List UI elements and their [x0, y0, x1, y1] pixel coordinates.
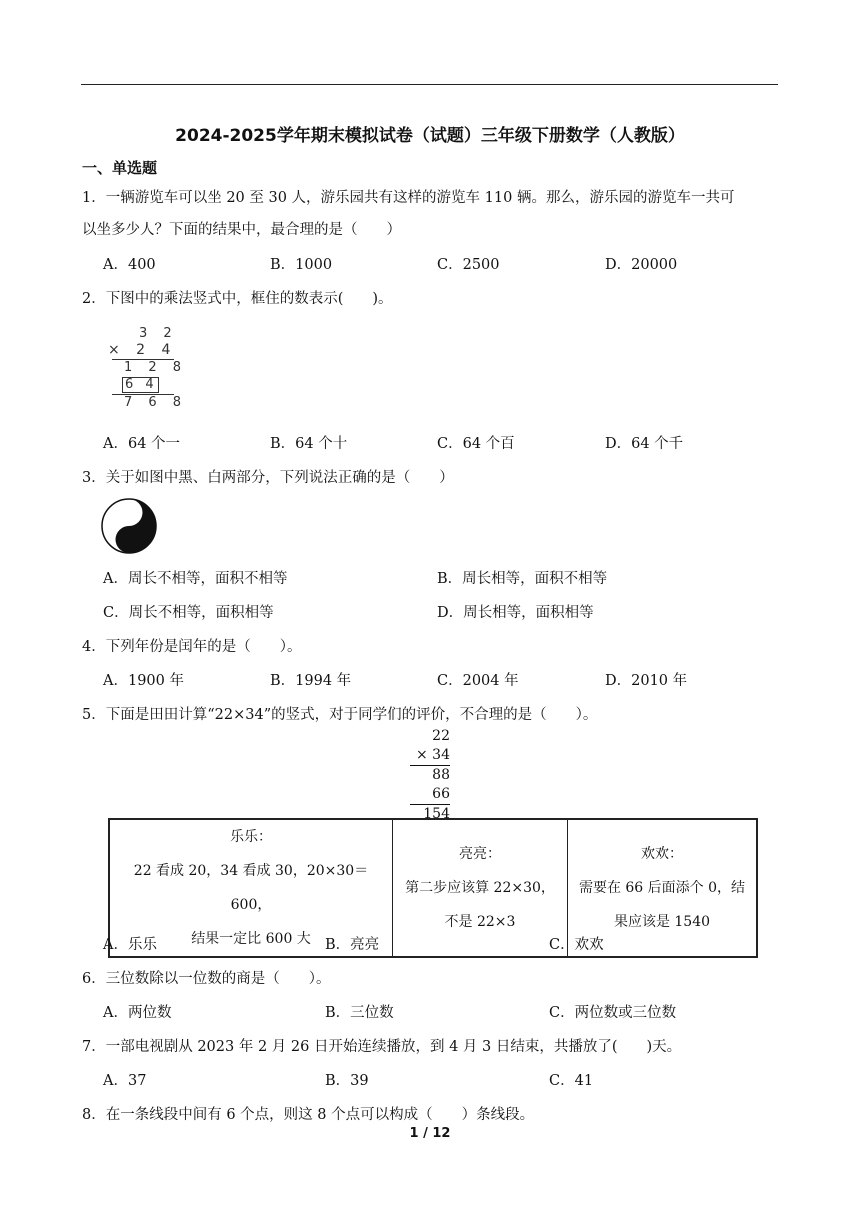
question-7-text: 7．一部电视剧从 2023 年 2 月 26 日开始连续播放，到 4 月 3 日结束，共播放了( )天。 [82, 1039, 682, 1055]
comment-line: 结果一定比 600 大 [191, 931, 311, 947]
q6-option-a[interactable]: A．两位数 [103, 1005, 172, 1021]
calc-row: × 34 [410, 746, 450, 766]
calc-row: 88 [432, 767, 450, 783]
page-title: 2024-2025学年期末模拟试卷（试题）三年级下册数学（人教版） [175, 126, 685, 146]
q4-option-b[interactable]: B．1994 年 [270, 673, 352, 689]
multiplication-figure [108, 326, 188, 412]
q2-option-c[interactable]: C．64 个百 [437, 436, 515, 452]
comment-cell [393, 819, 568, 957]
q5-option-b[interactable]: B．亮亮 [325, 937, 380, 953]
question-6-text: 6．三位数除以一位数的商是（ ）。 [82, 971, 331, 987]
fig-row-4-boxed: 6 4 [122, 377, 159, 393]
q6-option-b[interactable]: B．三位数 [325, 1005, 394, 1021]
q5-option-a[interactable]: A．乐乐 [103, 937, 157, 953]
comment-author: 乐乐： [230, 829, 272, 845]
q2-option-d[interactable]: D．64 个千 [605, 436, 684, 452]
question-1-text: 1．一辆游览车可以坐 20 至 30 人，游乐园共有这样的游览车 110 辆。那么，游乐园的游览车一共可 [82, 190, 735, 206]
comment-line: 不是 22×3 [444, 914, 516, 930]
comment-author: 欢欢： [641, 846, 683, 862]
comment-author: 亮亮： [459, 846, 501, 862]
q7-option-c[interactable]: C．41 [549, 1073, 594, 1089]
question-3-text: 3．关于如图中黑、白两部分，下列说法正确的是（ ） [82, 470, 454, 486]
vertical-calculation [410, 727, 450, 824]
comment-line: 需要在 66 后面添个 0，结 [578, 880, 746, 896]
q3-option-c[interactable]: C．周长不相等，面积相等 [103, 605, 274, 621]
q2-option-b[interactable]: B．64 个十 [270, 436, 348, 452]
q7-option-b[interactable]: B．39 [325, 1073, 369, 1089]
comment-line: 第二步应该算 22×30， [405, 880, 555, 896]
q3-option-d[interactable]: D．周长相等，面积相等 [437, 605, 594, 621]
fig-row-3: 1 2 8 [124, 360, 188, 375]
calc-row: 66 [410, 785, 450, 805]
q5-option-c[interactable]: C．欢欢 [549, 937, 604, 953]
comments-table [108, 818, 758, 958]
q7-option-a[interactable]: A．37 [103, 1073, 147, 1089]
q1-option-b[interactable]: B．1000 [270, 257, 333, 273]
q1-option-a[interactable]: A．400 [103, 257, 156, 273]
q2-option-a[interactable]: A．64 个一 [103, 436, 181, 452]
fig-row-5: 7 6 8 [124, 395, 188, 410]
q3-option-a[interactable]: A．周长不相等，面积不相等 [103, 571, 288, 587]
question-5-text: 5．下面是田田计算“22×34”的竖式，对于同学们的评价，不合理的是（ ）。 [82, 707, 598, 723]
q4-option-a[interactable]: A．1900 年 [103, 673, 184, 689]
q3-option-b[interactable]: B．周长相等，面积不相等 [437, 571, 608, 587]
q4-option-c[interactable]: C．2004 年 [437, 673, 519, 689]
comment-line: 22 看成 20，34 看成 30，20×30＝600， [133, 863, 369, 913]
section-heading: 一、单选题 [82, 159, 158, 177]
header-rule [81, 84, 778, 85]
q4-option-d[interactable]: D．2010 年 [605, 673, 688, 689]
question-1-text-cont: 以坐多少人？下面的结果中，最合理的是（ ） [82, 222, 401, 238]
question-2-text: 2．下图中的乘法竖式中，框住的数表示( )。 [82, 291, 393, 307]
calc-row: 154 [423, 806, 450, 822]
fig-row-1: 3 2 [139, 326, 178, 341]
question-8-text: 8．在一条线段中间有 6 个点，则这 8 个点可以构成（ ）条线段。 [82, 1107, 535, 1123]
fig-row-2: × 2 4 [108, 342, 177, 358]
calc-row: 22 [432, 728, 450, 744]
question-4-text: 4．下列年份是闰年的是（ ）。 [82, 639, 302, 655]
page-number: 1 / 12 [409, 1126, 451, 1141]
q6-option-c[interactable]: C．两位数或三位数 [549, 1005, 677, 1021]
q1-option-c[interactable]: C．2500 [437, 257, 500, 273]
yin-yang-icon [100, 497, 158, 555]
comment-line: 果应该是 1540 [613, 914, 711, 930]
q1-option-d[interactable]: D．20000 [605, 257, 678, 273]
